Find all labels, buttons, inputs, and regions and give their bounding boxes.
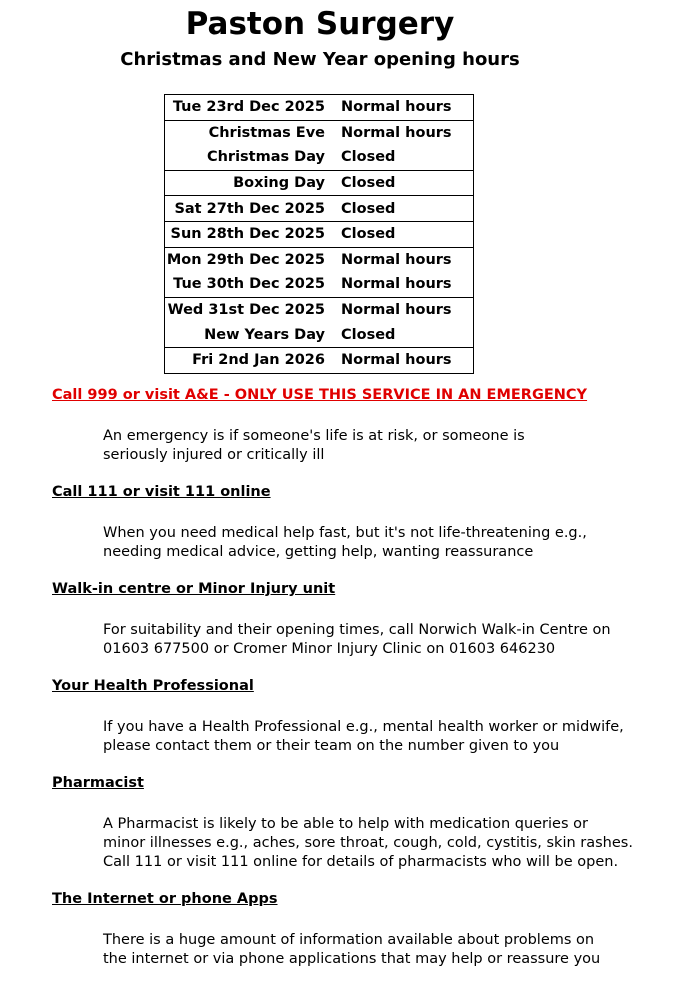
status-cell: Normal hours <box>341 120 474 145</box>
section-pharmacist <box>52 773 652 872</box>
nhs-111-text <box>103 524 663 562</box>
day-cell: Christmas Eve <box>165 120 342 145</box>
text-line: please contact them or their team on the number given to you <box>103 738 560 754</box>
table-row <box>165 322 474 347</box>
page-title: Paston Surgery <box>185 6 455 42</box>
section-walk-in <box>52 579 652 659</box>
pharmacist-text <box>103 815 663 872</box>
table-row <box>165 196 474 222</box>
status-cell: Closed <box>341 149 396 166</box>
status-cell: Normal hours <box>341 99 452 116</box>
table-row <box>165 297 474 322</box>
text-line: Call 111 or visit 111 online for details of pharmacists who will be open. <box>103 854 619 870</box>
status-cell: Normal hours <box>341 247 474 272</box>
table-row <box>165 247 474 272</box>
day-cell: New Years Day <box>204 326 325 343</box>
day-cell: Sun 28th Dec 2025 <box>165 221 342 247</box>
table-row <box>165 95 474 121</box>
text-line: If you have a Health Professional e.g., mental health worker or midwife, <box>103 719 624 735</box>
text-line: minor illnesses e.g., aches, sore throat, cough, cold, cystitis, skin rashes. <box>103 835 633 851</box>
status-cell: Normal hours <box>341 297 474 322</box>
emergency-text <box>103 427 663 465</box>
text-line: the internet or via phone applications that may help or reassure you <box>103 951 601 967</box>
day-cell: Fri 2nd Jan 2026 <box>165 347 342 373</box>
internet-heading: The Internet or phone Apps <box>52 891 278 907</box>
health-professional-text <box>103 718 663 756</box>
section-emergency <box>52 385 652 465</box>
text-line: needing medical advice, getting help, wanting reassurance <box>103 544 534 560</box>
status-cell: Closed <box>341 196 474 222</box>
day-cell: Tue 30th Dec 2025 <box>173 276 325 293</box>
day-cell: Boxing Day <box>165 170 342 196</box>
walk-in-text <box>103 621 663 659</box>
status-cell: Normal hours <box>341 347 474 373</box>
status-cell: Closed <box>341 170 474 196</box>
table-row <box>165 120 474 145</box>
pharmacist-heading: Pharmacist <box>52 775 144 791</box>
table-row <box>165 145 474 170</box>
text-line: There is a huge amount of information available about problems on <box>103 932 595 948</box>
status-cell: Normal hours <box>341 276 452 293</box>
day-cell: Tue 23rd Dec 2025 <box>172 99 325 116</box>
section-internet <box>52 889 652 969</box>
health-professional-heading: Your Health Professional <box>52 678 254 694</box>
opening-hours-table <box>164 94 474 374</box>
services-list <box>52 385 652 986</box>
page-subtitle: Christmas and New Year opening hours <box>120 49 520 70</box>
section-health-professional <box>52 676 652 756</box>
walk-in-heading: Walk-in centre or Minor Injury unit <box>52 581 336 597</box>
text-line: An emergency is if someone's life is at risk, or someone is <box>103 428 525 444</box>
day-cell: Christmas Day <box>206 149 325 166</box>
text-line: When you need medical help fast, but it's not life-threatening e.g., <box>103 525 587 541</box>
day-cell: Wed 31st Dec 2025 <box>165 297 342 322</box>
internet-text <box>103 931 663 969</box>
table-row <box>165 272 474 297</box>
section-111 <box>52 482 652 562</box>
table-row <box>165 221 474 247</box>
status-cell: Closed <box>341 221 474 247</box>
emergency-heading: Call 999 or visit A&E - ONLY USE THIS SERVICE IN AN EMERGENCY <box>52 387 588 403</box>
status-cell: Closed <box>341 326 396 343</box>
nhs-111-heading: Call 111 or visit 111 online <box>52 484 271 500</box>
text-line: For suitability and their opening times, call Norwich Walk-in Centre on <box>103 622 611 638</box>
text-line: A Pharmacist is likely to be able to help with medication queries or <box>103 816 588 832</box>
table-row <box>165 347 474 373</box>
day-cell: Mon 29th Dec 2025 <box>165 247 342 272</box>
text-line: seriously injured or critically ill <box>103 447 325 463</box>
text-line: 01603 677500 or Cromer Minor Injury Clinic on 01603 646230 <box>103 641 556 657</box>
day-cell: Sat 27th Dec 2025 <box>165 196 342 222</box>
table-row <box>165 170 474 196</box>
